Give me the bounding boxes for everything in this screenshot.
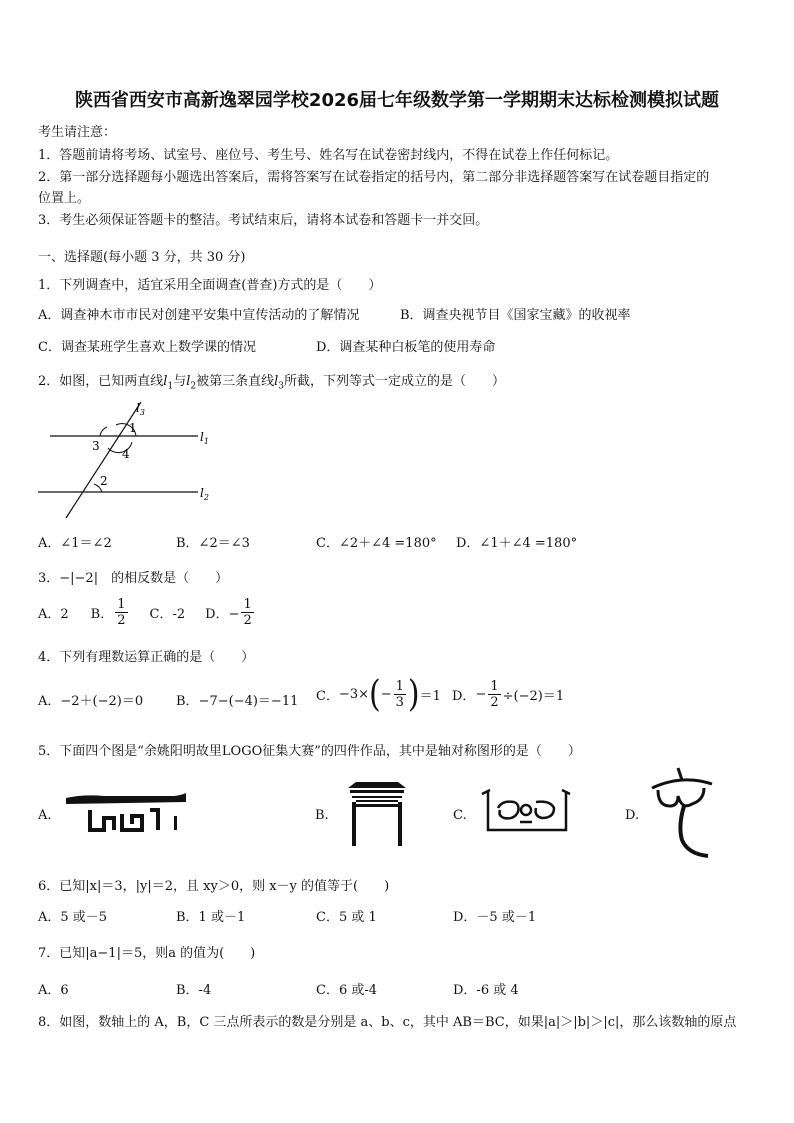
q2-with: 与: [173, 374, 187, 389]
q3-stem: [38, 567, 228, 586]
q2-l3-sub: 3: [278, 381, 285, 392]
q5-option-a-label: A.: [38, 808, 52, 823]
q1-option-c: C．调查某班学生喜欢上数学课的情况: [38, 340, 256, 355]
q2-l1-sub: 1: [167, 381, 174, 392]
label-l3: $l_3$: [136, 401, 145, 417]
logo-d-image: [648, 766, 718, 862]
q2-l1: l: [163, 374, 168, 389]
q6-stem: 6．已知|x|＝3，|y|＝2，且 xy＞0，则 x－y 的值等于( ): [38, 879, 390, 894]
q4-option-b: B．−7−(−4)＝−11: [176, 694, 299, 709]
q2-stem-start: 2．如图，已知两直线: [38, 374, 164, 389]
q2-option-c: C．∠2＋∠4 =180°: [316, 536, 437, 551]
notice-item-2: 2．第一部分选择题每小题选出答案后，需将答案写在试卷指定的括号内，第二部分非选择题答案写在试卷题目指定的: [38, 170, 710, 185]
logo-c-image: [480, 788, 572, 834]
q4-option-d: D． − $\frac{1}{2}$ ÷(−2)＝1: [452, 679, 565, 710]
q7-option-c: C．6 或-4: [316, 983, 378, 998]
q8-stem: 8．如图，数轴上的 A，B，C 三点所表示的数是分别是 a、b、c，其中 AB＝BC，如果|a|＞|b|＞|c|，那么该数轴的原点: [38, 1015, 737, 1030]
q1-option-d: D．调查某种白板笔的使用寿命: [316, 340, 496, 355]
q7-option-b: B．-4: [176, 983, 212, 998]
q5-option-b-label: B.: [315, 808, 329, 823]
label-l2: $l_2$: [200, 486, 209, 502]
q2-l3: l: [274, 374, 279, 389]
q1-option-b: B．调查央视节目《国家宝藏》的收视率: [400, 308, 631, 323]
line-l3: [66, 402, 141, 518]
q3-option-d-label: D．−: [205, 607, 240, 622]
q5-option-d-label: D.: [625, 808, 640, 823]
q1-stem: 1．下列调查中，适宜采用全面调查(普查)方式的是（ ）: [38, 278, 382, 293]
q6-option-d: D．－5 或－1: [453, 910, 537, 925]
angle-2-label: 2: [100, 474, 108, 488]
q6-option-a: A．5 或－5: [38, 910, 108, 925]
q6-option-b: B．1 或－1: [176, 910, 246, 925]
q6-option-c: C．5 或 1: [316, 910, 377, 925]
q3-stem-text: 的相反数是（ ）: [111, 571, 229, 586]
q2-l2: l: [186, 374, 191, 389]
q2-mid: 被第三条直线: [196, 374, 275, 389]
q2-option-a: A．∠1＝∠2: [38, 536, 112, 551]
section-heading: 一、选择题(每小题 3 分，共 30 分): [38, 250, 246, 265]
q2-figure: [30, 394, 220, 524]
notice-item-1: 1．答题前请将考场、试室号、座位号、考生号、姓名写在试卷密封线内，不得在试卷上作任何标记。: [38, 148, 619, 163]
logo-b-image: [344, 778, 410, 848]
q4-option-a: A．−2＋(−2)＝0: [38, 694, 144, 709]
angle-3-arc: [100, 427, 107, 436]
logo-a-image: [64, 790, 190, 838]
q4-option-c: C． −3× ( − $\frac{1}{3}$ ) ＝1: [316, 673, 441, 716]
q1-option-a: A．调查神木市市民对创建平安集中宣传活动的了解情况: [38, 308, 360, 323]
q2-option-b: B．∠2＝∠3: [176, 536, 250, 551]
q2-l2-sub: 2: [190, 381, 197, 392]
q3-option-b-fraction: $\frac{1}{2}$: [117, 597, 126, 628]
q7-stem: 7．已知|a−1|＝5，则a 的值为( ): [38, 946, 256, 961]
notice-item-2-cont: 位置上。: [38, 191, 91, 206]
q7-option-d: D．-6 或 4: [453, 983, 519, 998]
page-title: 陕西省西安市高新逸翠园学校2026届七年级数学第一学期期末达标检测模拟试题: [74, 90, 720, 111]
q5-stem: 5．下面四个图是“余姚阳明故里LOGO征集大赛”的四件作品，其中是轴对称图形的是（ ）: [38, 744, 581, 759]
q3-options: [38, 598, 256, 627]
q3-option-b-label: B．: [90, 607, 114, 622]
q3-option-c: C．-2: [149, 607, 186, 622]
q2-option-d: D．∠1＋∠4 =180°: [456, 536, 578, 551]
q2-stem: [38, 370, 505, 392]
q5-option-c-label: C.: [453, 808, 467, 823]
notice-item-3: 3．考生必须保证答题卡的整洁。考试结束后，请将本试卷和答题卡一并交回。: [38, 213, 489, 228]
q3-option-d-fraction: $\frac{1}{2}$: [243, 597, 252, 628]
notice-heading: 考生请注意：: [38, 125, 117, 140]
q4-stem: 4．下列有理数运算正确的是（ ）: [38, 650, 255, 665]
q3-expression: 3．−|−2|: [38, 571, 99, 586]
q7-option-a: A．6: [38, 983, 69, 998]
angle-1-label: 1: [129, 421, 137, 435]
q2-stem-end: 所截，下列等式一定成立的是（ ）: [284, 374, 506, 389]
q3-option-a: A．2: [38, 607, 69, 622]
angle-3-label: 3: [92, 439, 100, 453]
label-l1: $l_1$: [200, 430, 209, 446]
angle-4-label: 4: [122, 447, 130, 461]
